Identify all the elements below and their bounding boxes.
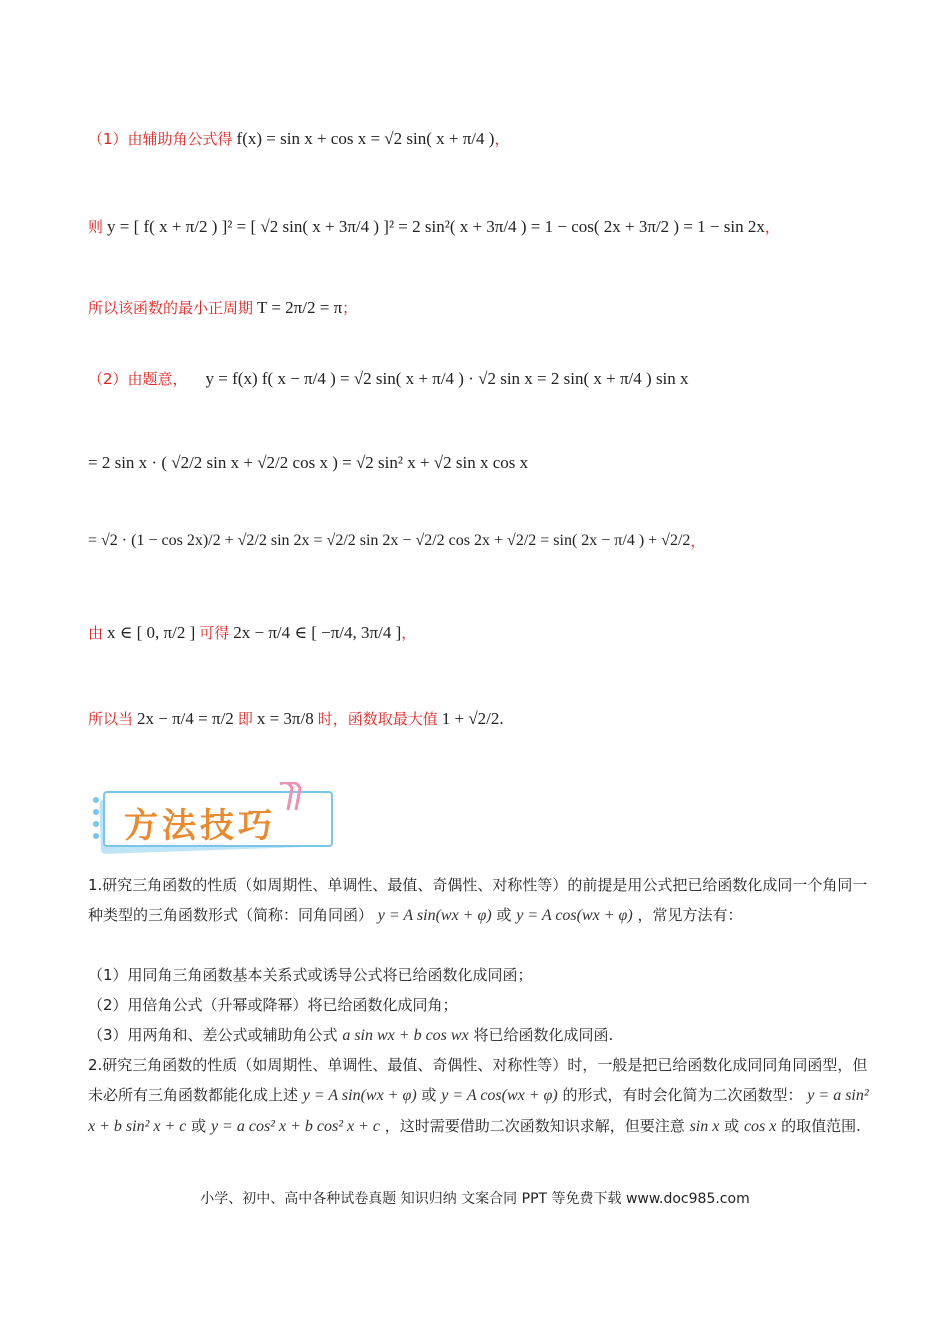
- formula: y = A sin(wx + φ): [302, 1087, 417, 1104]
- formula: y = A cos(wx + φ): [516, 907, 633, 924]
- solution-text: 由: [88, 624, 104, 642]
- formula: f(x) = sin x + cos x = √2 sin( x + π/4 ): [236, 128, 495, 148]
- solution-line-1: [88, 128, 509, 149]
- method-text: 2.研究三角函数的性质（如周期性、单调性、最值、奇偶性、对称性等）时，一般是把已给函数化成同同角同函型，但未必所有三角函数都能化成上述: [88, 1056, 868, 1104]
- method-item-2: （2）用倍角公式（升幂或降幂）将已给函数化成同角；: [88, 996, 458, 1014]
- formula: a sin wx + b cos wx: [342, 1027, 469, 1044]
- method-text: ，常见方法有：: [637, 906, 743, 924]
- formula: y = f(x) f( x − π/4 ) = √2 sin( x + π/4 ) · √2 sin x = 2 sin( x + π/4 ) sin x: [205, 368, 689, 388]
- formula: 2x − π/4 ∈ [ −π/4, 3π/4 ]: [233, 622, 402, 642]
- punctuation: ，: [690, 532, 706, 550]
- method-item-1: （1）用同角三角函数基本关系式或诱导公式将已给函数化成同函；: [88, 966, 533, 984]
- solution-text: （1）由辅助角公式得: [88, 130, 233, 148]
- formula: sin x: [689, 1118, 720, 1135]
- solution-text: 即: [237, 710, 253, 728]
- formula: = 2 sin x · ( √2/2 sin x + √2/2 cos x ) = √2 sin² x + √2 sin x cos x: [88, 453, 529, 472]
- method-text: 的取值范围.: [781, 1117, 861, 1135]
- method-paragraph-2: [88, 1050, 878, 1142]
- formula: y = A sin(wx + φ): [377, 907, 492, 924]
- formula: 2x − π/4 = π/2: [137, 708, 234, 728]
- method-text: 将已给函数化成同函.: [473, 1026, 614, 1044]
- solution-line-4: [88, 368, 689, 389]
- method-text: 1.研究三角函数的性质（如周期性、单调性、最值、奇偶性、对称性等）的前提是用公式把已给函数化成同一个角同一种类型的三角函数形式（简称：同角同函）: [88, 876, 868, 924]
- solution-line-6: [88, 530, 705, 551]
- formula: 1 + √2/2: [441, 708, 500, 728]
- page-footer: 小学、初中、高中各种试卷真题 知识归纳 文案合同 PPT 等免费下载 www.doc985.com: [200, 1191, 750, 1207]
- solution-line-2: [88, 216, 780, 237]
- method-text: 的形式，有时会化简为二次函数型：: [562, 1086, 803, 1104]
- punctuation: ，: [401, 624, 417, 642]
- solution-line-7: [88, 622, 416, 643]
- solution-text: （2）由题意，: [88, 370, 188, 388]
- formula: y = a cos² x + b cos² x + c: [210, 1118, 380, 1135]
- formula: y = A cos(wx + φ): [441, 1087, 558, 1104]
- punctuation: ，: [494, 130, 510, 148]
- formula: x = 3π/8: [256, 708, 314, 728]
- solution-text: 所以该函数的最小正周期: [88, 299, 254, 317]
- method-paragraph-1: [88, 870, 878, 931]
- method-text: （3）用两角和、差公式或辅助角公式: [88, 1026, 338, 1044]
- solution-text: 可得: [199, 624, 230, 642]
- formula: cos x: [743, 1118, 777, 1135]
- method-text: 或: [724, 1117, 740, 1135]
- method-banner: [88, 782, 338, 854]
- method-text: 或: [421, 1086, 437, 1104]
- solution-line-5: [88, 453, 528, 473]
- solution-line-3: [88, 297, 357, 318]
- punctuation: .: [499, 708, 504, 728]
- method-text: 或: [496, 906, 512, 924]
- solution-text: 所以当: [88, 710, 134, 728]
- method-text: 或: [191, 1117, 207, 1135]
- method-text: ，这时需要借助二次函数知识求解，但要注意: [384, 1117, 685, 1135]
- punctuation: ；: [342, 299, 358, 317]
- solution-text: 时，函数取最大值: [317, 710, 438, 728]
- solution-line-8: [88, 708, 504, 729]
- banner-title: 方法技巧: [124, 806, 276, 846]
- formula: y = a sin² x + b sin² x + c: [88, 1087, 869, 1135]
- punctuation: ，: [764, 218, 780, 236]
- formula: x ∈ [ 0, π/2 ]: [107, 622, 196, 642]
- solution-text: 则: [88, 218, 104, 236]
- formula: y = [ f( x + π/2 ) ]² = [ √2 sin( x + 3π/4 ) ]² = 2 sin²( x + 3π/4 ) = 1 − cos( 2x + 3π/2 ) = 1 − sin 2x: [107, 216, 765, 236]
- formula: = √2 · (1 − cos 2x)/2 + √2/2 sin 2x = √2/2 sin 2x − √2/2 cos 2x + √2/2 = sin( 2x − π/4 ) + √2/2: [88, 531, 691, 549]
- formula: T = 2π/2 = π: [257, 297, 343, 317]
- method-item-3: [88, 1020, 878, 1051]
